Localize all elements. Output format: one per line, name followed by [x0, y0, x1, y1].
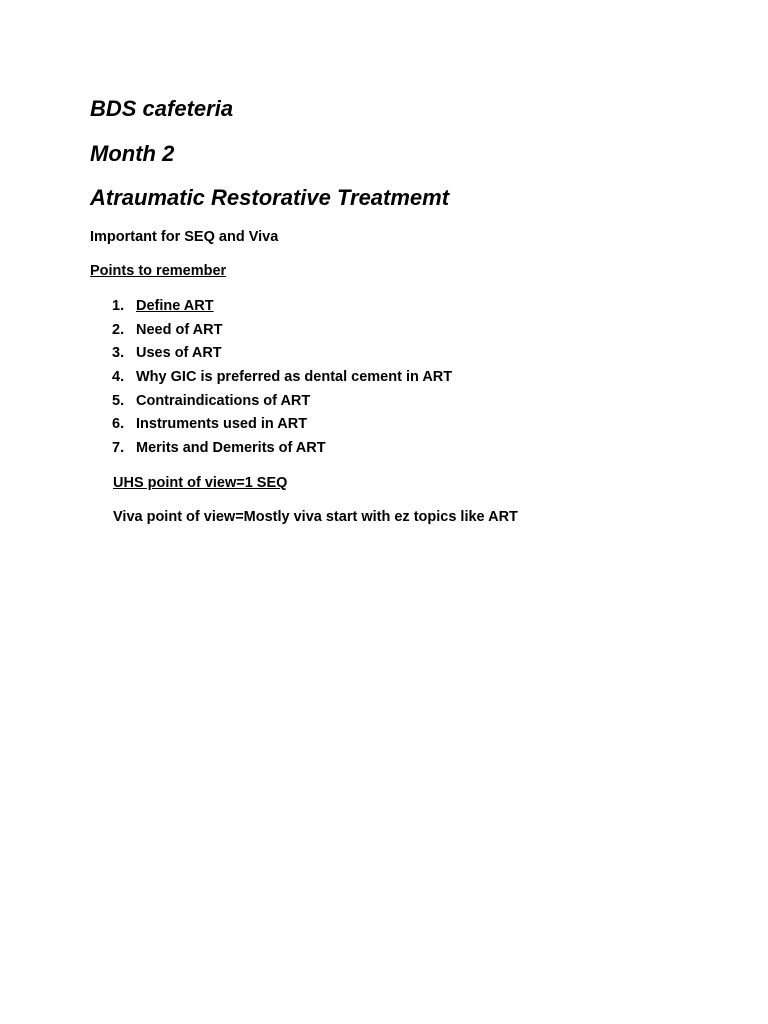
importance-note: Important for SEQ and Viva: [90, 229, 279, 245]
list-item-number: 1.: [112, 298, 125, 314]
list-item-number: 7.: [112, 440, 125, 457]
list-item-text: Merits and Demerits of ART: [136, 440, 326, 457]
points-heading: Points to remember: [90, 263, 227, 279]
list-item: [112, 394, 452, 418]
uhs-note: UHS point of view=1 SEQ: [113, 475, 288, 491]
list-item-number: 6.: [112, 416, 125, 433]
list-item: [112, 370, 452, 394]
title-topic: Atraumatic Restorative Treatmemt: [90, 185, 450, 210]
list-item: [112, 441, 452, 465]
viva-note: Viva point of view=Mostly viva start with ez topics like ART: [113, 509, 518, 525]
list-item-text: Instruments used in ART: [136, 416, 308, 433]
list-item-number: 5.: [112, 392, 125, 409]
list-item-number: 3.: [112, 345, 125, 362]
list-item-number: 2.: [112, 321, 125, 338]
list-item: [112, 346, 452, 370]
list-item-number: 4.: [112, 369, 125, 386]
points-list: [112, 299, 452, 465]
list-item-text: Define ART: [136, 298, 214, 314]
list-item-text: Uses of ART: [136, 345, 222, 362]
list-item: [112, 417, 452, 441]
list-item: [112, 299, 452, 323]
title-month: Month 2: [90, 141, 175, 166]
list-item-text: Contraindications of ART: [136, 392, 311, 409]
list-item-text: Why GIC is preferred as dental cement in ART: [136, 369, 453, 386]
title-bds-cafeteria: BDS cafeteria: [90, 96, 234, 121]
list-item-text: Need of ART: [136, 321, 223, 338]
list-item: [112, 323, 452, 347]
